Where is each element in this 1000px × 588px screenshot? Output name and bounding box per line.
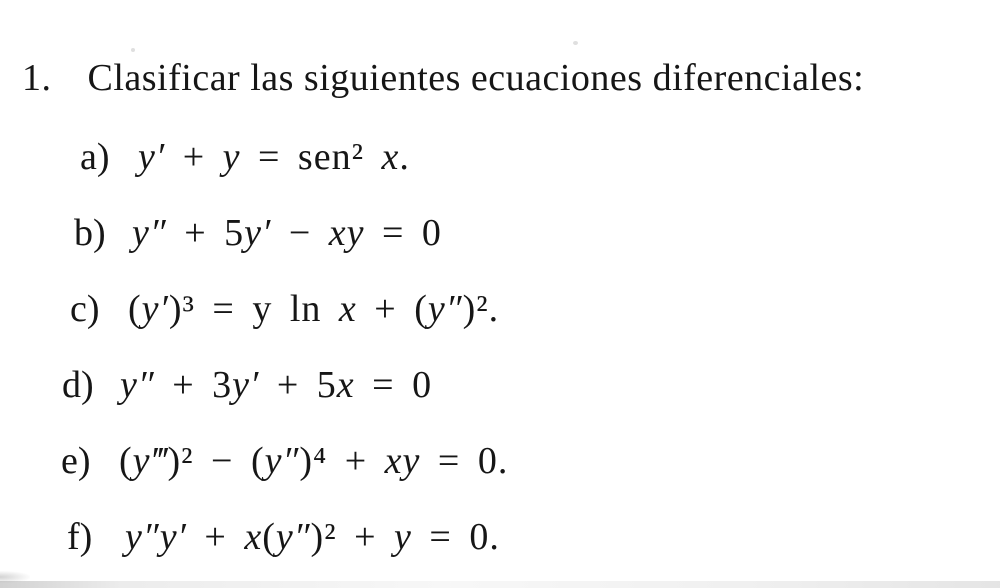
item-label: c) <box>70 288 100 330</box>
item-label: a) <box>80 136 110 178</box>
scan-speck <box>131 48 135 52</box>
exercise-item-f <box>0 499 1000 575</box>
equation: y″ + 5y′ − xy = 0 <box>132 212 442 254</box>
equation: y″y′ + x(y″)² + y = 0. <box>125 516 500 558</box>
equation: (y′)³ = y ln x + (y″)². <box>128 288 500 330</box>
equation: (y‴)² − (y″)⁴ + xy = 0. <box>119 440 509 482</box>
exercise-number: 1. <box>22 57 52 99</box>
exercise-item-b <box>0 195 1000 271</box>
item-label: d) <box>62 364 94 406</box>
equation: y″ + 3y′ + 5x = 0 <box>120 364 433 406</box>
item-label: f) <box>67 516 93 558</box>
item-label: b) <box>74 212 106 254</box>
scan-edge-streak <box>0 581 1000 588</box>
exercise-item-e <box>0 423 1000 499</box>
scan-speck <box>573 41 578 45</box>
exercise-title: Clasificar las siguientes ecuaciones diferenciales: <box>87 57 865 99</box>
equation: y′ + y = sen² x. <box>138 136 410 178</box>
item-label: e) <box>61 440 91 482</box>
exercise-header <box>22 56 864 100</box>
exercise-item-a <box>0 119 1000 195</box>
equation-list <box>0 119 1000 575</box>
exercise-item-d <box>0 347 1000 423</box>
exercise-item-c <box>0 271 1000 347</box>
